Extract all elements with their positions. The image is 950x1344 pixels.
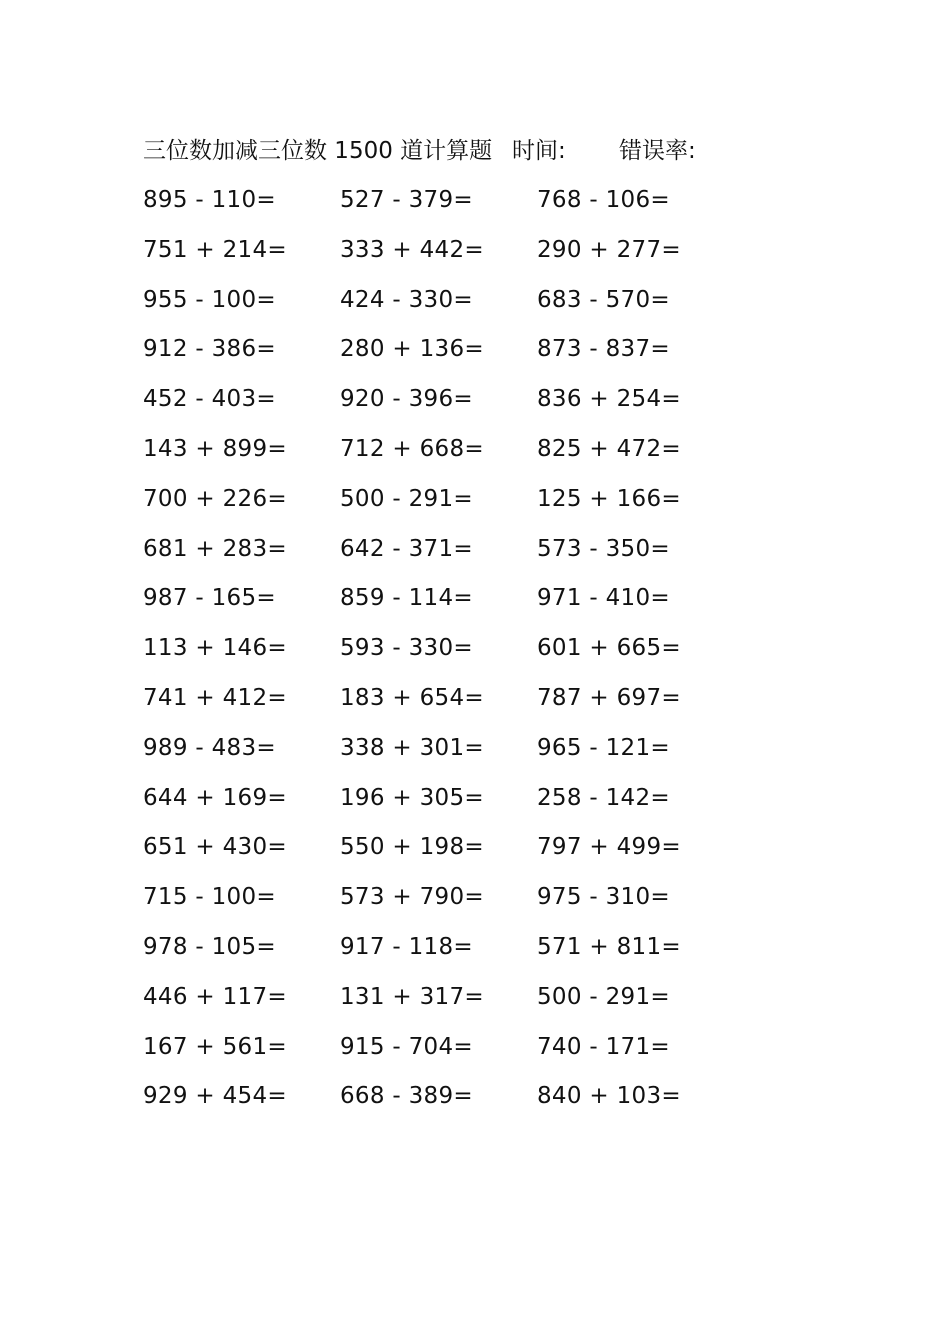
problem-item: 527 - 379= — [340, 187, 473, 213]
problem-grid — [143, 180, 743, 1126]
problem-item: 797 + 499= — [537, 834, 681, 861]
problem-item: 915 - 704= — [340, 1033, 473, 1060]
problem-item: 920 - 396= — [340, 386, 473, 413]
problem-row — [143, 678, 743, 728]
problem-row — [143, 578, 743, 628]
problem-item: 987 - 165= — [143, 585, 276, 612]
problem-item: 668 - 389= — [340, 1083, 473, 1110]
problem-item: 333 + 442= — [340, 236, 484, 263]
time-label: 时间: — [512, 138, 566, 164]
problem-item: 500 - 291= — [340, 485, 473, 512]
problem-item: 895 - 110= — [143, 187, 276, 213]
problem-item: 975 - 310= — [537, 884, 670, 911]
problem-item: 917 - 118= — [340, 933, 473, 960]
problem-item: 601 + 665= — [537, 635, 681, 662]
problem-item: 113 + 146= — [143, 635, 287, 662]
problem-item: 644 + 169= — [143, 784, 287, 811]
problem-item: 452 - 403= — [143, 386, 276, 413]
problem-row — [143, 827, 743, 877]
problem-item: 859 - 114= — [340, 585, 473, 612]
problem-row — [143, 379, 743, 429]
problem-item: 258 - 142= — [537, 784, 670, 811]
problem-item: 873 - 837= — [537, 336, 670, 363]
problem-row — [143, 877, 743, 927]
problem-item: 125 + 166= — [537, 485, 681, 512]
problem-row — [143, 1027, 743, 1077]
problem-item: 929 + 454= — [143, 1083, 287, 1110]
problem-row — [143, 778, 743, 828]
problem-item: 131 + 317= — [340, 983, 484, 1010]
problem-row — [143, 628, 743, 678]
problem-item: 836 + 254= — [537, 386, 681, 413]
problem-row — [143, 977, 743, 1027]
problem-item: 681 + 283= — [143, 535, 287, 562]
problem-item: 715 - 100= — [143, 884, 276, 911]
problem-item: 290 + 277= — [537, 236, 681, 263]
problem-item: 768 - 106= — [537, 187, 670, 213]
problem-row — [143, 529, 743, 579]
problem-row — [143, 479, 743, 529]
problem-item: 143 + 899= — [143, 435, 287, 462]
problem-item: 167 + 561= — [143, 1033, 287, 1060]
problem-item: 971 - 410= — [537, 585, 670, 612]
problem-item: 955 - 100= — [143, 286, 276, 313]
problem-item: 196 + 305= — [340, 784, 484, 811]
problem-item: 989 - 483= — [143, 734, 276, 761]
problem-row — [143, 230, 743, 280]
problem-item: 280 + 136= — [340, 336, 484, 363]
problem-item: 424 - 330= — [340, 286, 473, 313]
problem-row — [143, 280, 743, 330]
problem-item: 740 - 171= — [537, 1033, 670, 1060]
problem-row — [143, 728, 743, 778]
problem-item: 741 + 412= — [143, 684, 287, 711]
problem-item: 642 - 371= — [340, 535, 473, 562]
problem-item: 751 + 214= — [143, 236, 287, 263]
problem-row — [143, 329, 743, 379]
problem-item: 338 + 301= — [340, 734, 484, 761]
problem-item: 593 - 330= — [340, 635, 473, 662]
problem-item: 183 + 654= — [340, 684, 484, 711]
problem-item: 573 - 350= — [537, 535, 670, 562]
problem-item: 571 + 811= — [537, 933, 681, 960]
problem-item: 550 + 198= — [340, 834, 484, 861]
problem-item: 787 + 697= — [537, 684, 681, 711]
worksheet-header — [143, 133, 843, 169]
problem-item: 651 + 430= — [143, 834, 287, 861]
problem-item: 700 + 226= — [143, 485, 287, 512]
error-rate-label: 错误率: — [619, 138, 696, 164]
problem-item: 912 - 386= — [143, 336, 276, 363]
worksheet-title: 三位数加减三位数 1500 道计算题 — [143, 138, 493, 164]
problem-item: 825 + 472= — [537, 435, 681, 462]
problem-row — [143, 180, 743, 230]
problem-item: 573 + 790= — [340, 884, 484, 911]
problem-item: 446 + 117= — [143, 983, 287, 1010]
problem-item: 683 - 570= — [537, 286, 670, 313]
problem-item: 965 - 121= — [537, 734, 670, 761]
problem-item: 840 + 103= — [537, 1083, 681, 1110]
problem-row — [143, 927, 743, 977]
problem-item: 712 + 668= — [340, 435, 484, 462]
problem-item: 500 - 291= — [537, 983, 670, 1010]
problem-item: 978 - 105= — [143, 933, 276, 960]
problem-row — [143, 1076, 743, 1126]
problem-row — [143, 429, 743, 479]
